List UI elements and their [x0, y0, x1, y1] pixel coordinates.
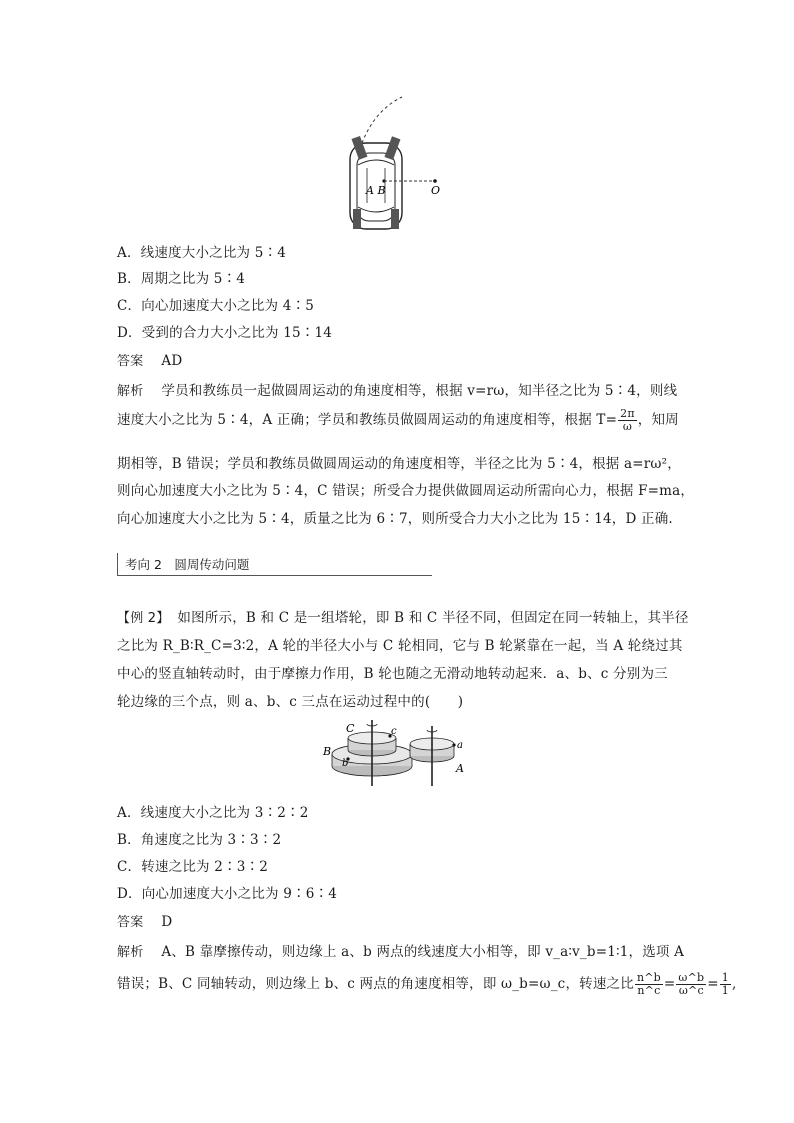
q1-option-d: D．受到的合力大小之比为 15∶14 — [117, 325, 333, 341]
label-A: A — [456, 762, 464, 775]
analysis-tag: 解析 — [117, 945, 144, 960]
q2-stem-line-4: 轮边缘的三个点，则 a、b、c 三点在运动过程中的( ) — [117, 694, 464, 710]
answer-tag: 答案 — [117, 354, 144, 369]
q2-answer — [117, 911, 172, 930]
q1-answer — [117, 350, 182, 369]
answer-value: AD — [161, 353, 183, 369]
analysis-tag: 解析 — [117, 384, 144, 399]
car-label-ab: A B — [366, 184, 386, 197]
answer-tag: 答案 — [117, 915, 144, 930]
section-header — [117, 553, 432, 576]
label-C: C — [346, 722, 355, 735]
q1-analysis-line-3: 期相等，B 错误；学员和教练员做圆周运动的角速度相等，半径之比为 5∶4，根据 a=rω²， — [117, 456, 681, 472]
section-title: 考向 2 圆周传动问题 — [125, 557, 250, 572]
wheels-figure — [320, 714, 480, 790]
q1-option-a: A．线速度大小之比为 5∶4 — [117, 245, 287, 261]
label-b: b — [342, 758, 349, 769]
label-a: a — [457, 740, 463, 751]
q1-analysis-line-5: 向心加速度大小之比为 5∶4，质量之比为 6∶7，则所受合力大小之比为 15∶14，D 正确. — [117, 511, 673, 527]
q2-option-d: D．向心加速度大小之比为 9∶6∶4 — [117, 886, 337, 902]
car-figure — [340, 95, 450, 235]
q2-analysis-line-2: 错误；B、C 同轴转动，则边缘上 b、c 两点的角速度相等，即 ω_b=ω_c，转速之比 $\frac{n\^{}b}{n\^{}c}$ = $\frac{\omega\^{}b}{\omega\^{}c}$ = $\frac{1}{1}$ , — [117, 971, 737, 997]
fraction-omega: $\frac{\omega\^{}b}{\omega\^{}c}$ — [678, 971, 705, 997]
example-tag: 【例 2】 — [117, 611, 170, 626]
center-label-o: O — [431, 184, 441, 197]
q1-analysis-line-1 — [117, 379, 677, 399]
q2-stem-line-1: 【例 2】 如图所示，B 和 C 是一组塔轮，即 B 和 C 半径不同，但固定在同一转轴上，其半径 — [117, 610, 689, 626]
q1-option-c: C．向心加速度大小之比为 4∶5 — [117, 298, 314, 314]
q2-stem-line-3: 中心的竖直轴转动时，由于摩擦力作用，B 轮也随之无滑动地转动起来．a、b、c 分别为三 — [117, 666, 668, 682]
q2-option-b: B．角速度之比为 3∶3∶2 — [117, 832, 282, 848]
q1-analysis-line-4: 则向心加速度大小之比为 5∶4，C 错误；所受合力提供做圆周运动所需向心力，根据 F=ma， — [117, 483, 695, 499]
answer-value: D — [161, 914, 173, 930]
analysis-text: ，知周 — [637, 412, 679, 428]
q1-option-b: B．周期之比为 5∶4 — [117, 271, 246, 287]
label-B: B — [323, 745, 332, 758]
fraction-one: $\frac{1}{1}$ — [721, 971, 729, 997]
q1-analysis-line-2 — [117, 408, 679, 433]
q2-option-a: A．线速度大小之比为 3∶2∶2 — [117, 805, 309, 821]
q2-option-c: C．转速之比为 2∶3∶2 — [117, 859, 268, 875]
analysis-text: 学员和教练员一起做圆周运动的角速度相等，根据 v=rω，知半径之比为 5∶4，则线 — [161, 383, 678, 399]
q2-analysis-line-1: 解析 A、B 靠摩擦传动，则边缘上 a、b 两点的线速度大小相等，即 v_a∶v_b=1∶1，选项 A — [117, 944, 685, 960]
fraction-2pi-over-omega: $\frac{2\pi}{\omega}$ — [620, 407, 635, 433]
analysis-text: 速度大小之比为 5∶4，A 正确；学员和教练员做圆周运动的角速度相等，根据 T= — [117, 412, 618, 428]
label-c: c — [391, 726, 397, 737]
q2-stem-line-2: 之比为 R_B∶R_C=3∶2，A 轮的半径大小与 C 轮相同，它与 B 轮紧靠在一起，当 A 轮绕过其 — [117, 638, 683, 654]
fraction-n: $\frac{n\^{}b}{n\^{}c}$ — [636, 971, 661, 997]
